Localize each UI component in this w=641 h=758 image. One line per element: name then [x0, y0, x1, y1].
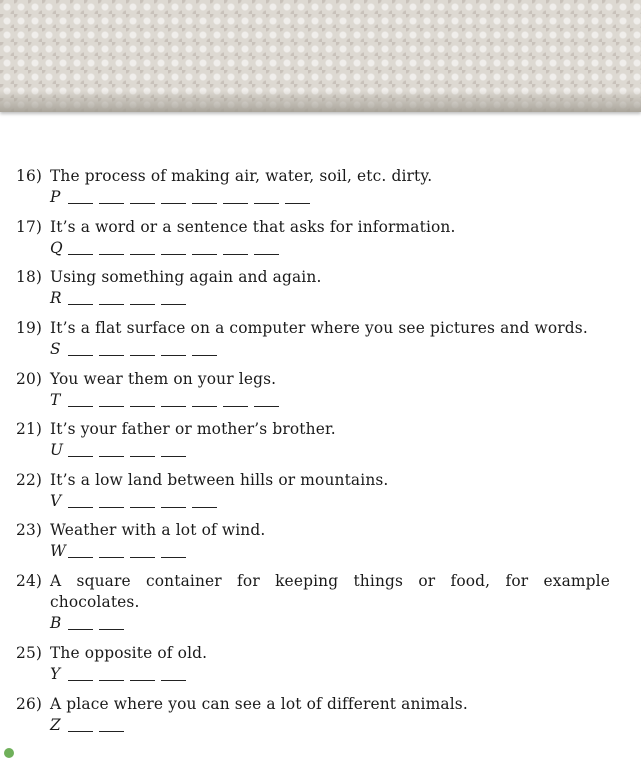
- letter-blank[interactable]: [254, 203, 279, 204]
- answer-blanks[interactable]: [50, 288, 616, 309]
- letter-blank[interactable]: [68, 355, 93, 356]
- question-16: [16, 166, 616, 208]
- first-letter: Q: [50, 239, 63, 257]
- letter-blank[interactable]: [254, 254, 279, 255]
- letter-blank[interactable]: [99, 304, 124, 305]
- letter-blank[interactable]: [68, 629, 93, 630]
- question-number: 18): [16, 268, 43, 286]
- letter-blank[interactable]: [161, 304, 186, 305]
- letter-blank[interactable]: [192, 254, 217, 255]
- question-22: [16, 470, 616, 512]
- letter-blank[interactable]: [99, 456, 124, 457]
- question-number: 21): [16, 420, 43, 438]
- first-letter: P: [50, 188, 61, 206]
- question-text: Using something again and again.: [50, 268, 322, 286]
- question-20: [16, 369, 616, 411]
- question-17: [16, 217, 616, 259]
- letter-blank[interactable]: [99, 203, 124, 204]
- question-24: [16, 571, 616, 634]
- first-letter: Z: [50, 716, 61, 734]
- letter-blank[interactable]: [161, 680, 186, 681]
- question-text: A place where you can see a lot of different animals.: [50, 695, 468, 713]
- letter-blank[interactable]: [130, 680, 155, 681]
- question-text: It’s your father or mother’s brother.: [50, 420, 336, 438]
- question-text: It’s a low land between hills or mountains.: [50, 471, 389, 489]
- letter-blank[interactable]: [223, 406, 248, 407]
- letter-blank[interactable]: [223, 254, 248, 255]
- letter-blank[interactable]: [130, 355, 155, 356]
- first-letter: B: [50, 614, 62, 632]
- letter-blank[interactable]: [130, 557, 155, 558]
- letter-blank[interactable]: [130, 304, 155, 305]
- letter-blank[interactable]: [192, 406, 217, 407]
- letter-blank[interactable]: [161, 406, 186, 407]
- question-25: [16, 643, 616, 685]
- first-letter: R: [50, 289, 62, 307]
- letter-blank[interactable]: [223, 203, 248, 204]
- page-corner-dot: [4, 748, 14, 758]
- letter-blank[interactable]: [68, 557, 93, 558]
- letter-blank[interactable]: [68, 203, 93, 204]
- letter-blank[interactable]: [254, 406, 279, 407]
- letter-blank[interactable]: [161, 557, 186, 558]
- letter-blank[interactable]: [68, 254, 93, 255]
- letter-blank[interactable]: [130, 203, 155, 204]
- question-text: A square container for keeping things or food, for example chocolates.: [50, 572, 610, 611]
- answer-blanks[interactable]: [50, 613, 616, 634]
- question-number: 20): [16, 370, 43, 388]
- letter-blank[interactable]: [99, 557, 124, 558]
- letter-blank[interactable]: [99, 507, 124, 508]
- question-number: 22): [16, 471, 43, 489]
- letter-blank[interactable]: [99, 355, 124, 356]
- letter-blank[interactable]: [192, 507, 217, 508]
- letter-blank[interactable]: [161, 203, 186, 204]
- first-letter: S: [50, 340, 61, 358]
- first-letter: V: [50, 492, 62, 510]
- question-text: You wear them on your legs.: [50, 370, 277, 388]
- letter-blank[interactable]: [99, 254, 124, 255]
- letter-blank[interactable]: [161, 507, 186, 508]
- header-banner: [0, 0, 641, 112]
- letter-blank[interactable]: [68, 731, 93, 732]
- letter-blank[interactable]: [130, 507, 155, 508]
- question-text: It’s a flat surface on a computer where you see pictures and words.: [50, 319, 588, 337]
- letter-blank[interactable]: [285, 203, 310, 204]
- first-letter: W: [50, 542, 66, 560]
- letter-blank[interactable]: [99, 629, 124, 630]
- letter-blank[interactable]: [192, 203, 217, 204]
- question-23: [16, 520, 616, 562]
- letter-blank[interactable]: [99, 731, 124, 732]
- question-number: 23): [16, 521, 43, 539]
- letter-blank[interactable]: [161, 355, 186, 356]
- question-text: The opposite of old.: [50, 644, 208, 662]
- question-21: [16, 419, 616, 461]
- letter-blank[interactable]: [68, 304, 93, 305]
- question-number: 19): [16, 319, 43, 337]
- banner-shadow: [0, 90, 641, 112]
- first-letter: Y: [50, 665, 61, 683]
- answer-blanks[interactable]: [50, 664, 616, 685]
- letter-blank[interactable]: [68, 680, 93, 681]
- question-26: [16, 694, 616, 736]
- question-19: [16, 318, 616, 360]
- letter-blank[interactable]: [130, 406, 155, 407]
- answer-blanks[interactable]: [50, 238, 616, 259]
- letter-blank[interactable]: [130, 456, 155, 457]
- letter-blank[interactable]: [161, 254, 186, 255]
- question-number: 24): [16, 572, 43, 590]
- answer-blanks[interactable]: [50, 491, 616, 512]
- letter-blank[interactable]: [130, 254, 155, 255]
- question-number: 26): [16, 695, 43, 713]
- letter-blank[interactable]: [99, 680, 124, 681]
- answer-blanks[interactable]: [50, 715, 616, 736]
- first-letter: T: [50, 391, 61, 409]
- answer-blanks[interactable]: [50, 541, 616, 562]
- letter-blank[interactable]: [68, 507, 93, 508]
- question-18: [16, 267, 616, 309]
- question-number: 16): [16, 167, 43, 185]
- answer-blanks[interactable]: [50, 339, 616, 360]
- letter-blank[interactable]: [68, 406, 93, 407]
- question-number: 25): [16, 644, 43, 662]
- letter-blank[interactable]: [192, 355, 217, 356]
- letter-blank[interactable]: [99, 406, 124, 407]
- question-text: It’s a word or a sentence that asks for information.: [50, 218, 456, 236]
- letter-blank[interactable]: [161, 456, 186, 457]
- answer-blanks[interactable]: [50, 187, 616, 208]
- letter-blank[interactable]: [68, 456, 93, 457]
- question-text: Weather with a lot of wind.: [50, 521, 266, 539]
- answer-blanks[interactable]: [50, 440, 616, 461]
- question-number: 17): [16, 218, 43, 236]
- first-letter: U: [50, 441, 64, 459]
- question-text: The process of making air, water, soil, etc. dirty.: [50, 167, 433, 185]
- answer-blanks[interactable]: [50, 390, 616, 411]
